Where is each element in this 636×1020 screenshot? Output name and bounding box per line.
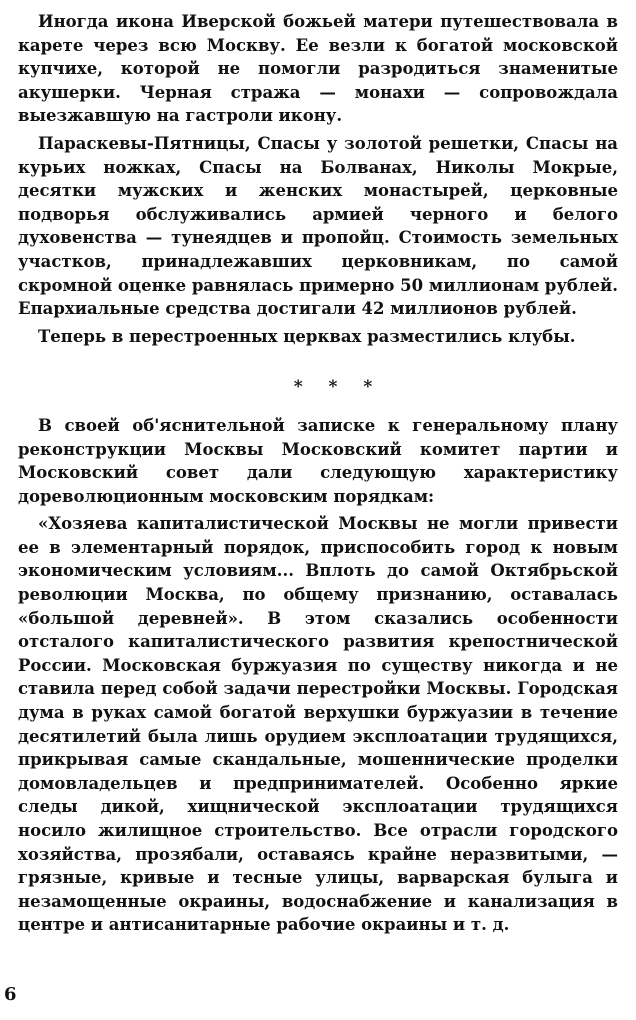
paragraph-icon-journey: Иногда икона Иверской божьей матери путешествовала в карете через всю Москву. Ее везли к богатой московской купчихе, которой не помогли разродиться знаменитые акушерки. Черная стража — монахи — сопровождала выезжавшую на гастроли икону. xyxy=(18,12,618,126)
paragraph-quote: «Хозяева капиталистической Москвы не могли привести ее в элементарный порядок, приспособить город к новым экономическим условиям... Вплоть до самой Октябрьской революции Москва, по общему признанию, оставалась «большой деревней». В этом сказались особенности отсталого капиталистического развития крепостнической России. Московская буржуазия по существу никогда и не ставила перед собой задачи перестройки Москвы. Городская дума в руках самой богатой верхушки буржуазии в течение десятилетий была лишь орудием эксплоатации трудящихся, прикрывая самые скандальные, мошеннические проделки домовладельцев и предпринимателей. Особенно яркие следы дикой, хищнической эксплоатации трудящихся носило жилищное строительство. Все отрасли городского хозяйства, прозябали, оставаясь крайне неразвитыми, — грязные, кривые и тесные улицы, варварская булыга и незамощенные окраины, водоснабжение и канализация в центре и антисанитарные рабочие окраины и т. д. xyxy=(18,514,618,935)
paragraph-clubs: Теперь в перестроенных церквах разместились клубы. xyxy=(38,326,576,346)
paragraph-church-property: Параскевы-Пятницы, Спасы у золотой решетки, Спасы на курьих ножках, Спасы на Болванах, Николы Мокрые, десятки мужских и женских монастырей, церковные подворья обслуживались армией черного и белого духовенства — тунеядцев и пропойц. Стоимость земельных участков, принадлежавших церковникам, по самой скромной оценке равнялась примерно 50 миллионам рублей. Епархиальные средства достигали 42 миллионов рублей. xyxy=(18,133,619,319)
page-number: 6 xyxy=(4,984,17,1005)
section-separator: * * * xyxy=(293,377,383,398)
paragraph-explanatory-note: В своей об'яснительной записке к генеральному плану реконструкции Москвы Московский комитет партии и Московский совет дали следующую характеристику дореволюционным московским порядкам: xyxy=(18,415,618,506)
book-page xyxy=(18,10,618,1010)
